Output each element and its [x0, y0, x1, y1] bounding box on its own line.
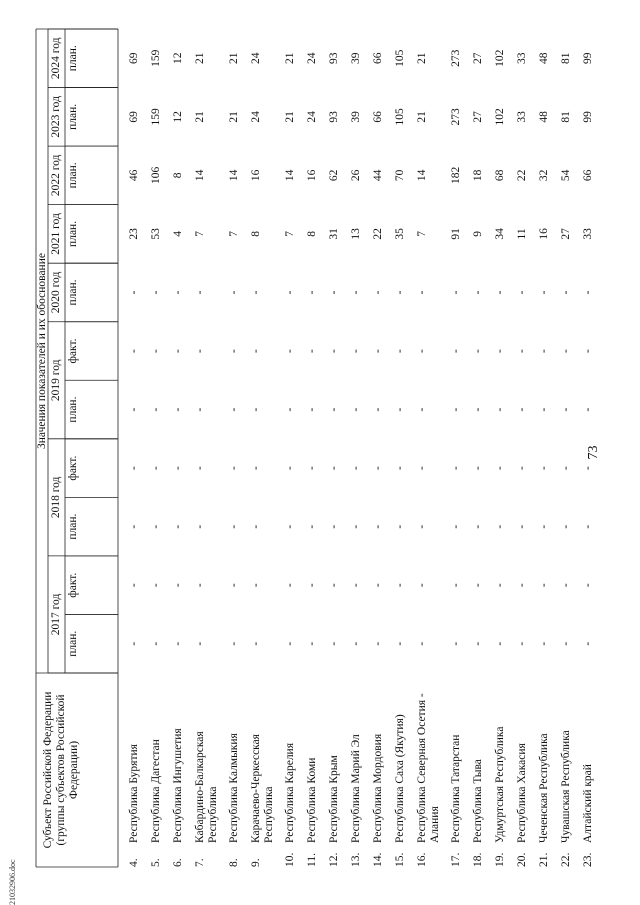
cell-value: 105	[394, 108, 406, 126]
row-subject-name: Республика Северная Осетия - Алания	[416, 693, 441, 843]
cell-value: 273	[450, 49, 462, 67]
cell-dash: -	[538, 583, 550, 588]
cell-value: 14	[284, 169, 296, 182]
row-number: 19.	[494, 852, 506, 867]
row-subject-name: Республика Ингушетия	[172, 728, 184, 843]
year-header: 2021 год	[50, 213, 62, 255]
cell-value: 22	[516, 169, 528, 182]
cell-value: 39	[350, 111, 362, 123]
cell-dash: -	[472, 290, 484, 295]
cell-dash: -	[450, 290, 462, 295]
cell-value: 16	[538, 228, 550, 240]
cell-dash: -	[328, 349, 340, 353]
row-subject-name: Чеченская Республика	[538, 733, 550, 843]
plan-subheader: план.	[67, 630, 79, 657]
cell-dash: -	[194, 290, 206, 295]
cell-dash: -	[150, 349, 162, 353]
cell-dash: -	[150, 524, 162, 529]
cell-value: 33	[516, 111, 528, 123]
row-subject-name: Республика Бурятия	[128, 744, 140, 843]
cell-value: 66	[372, 52, 384, 65]
cell-value: 62	[328, 169, 340, 182]
cell-dash: -	[284, 524, 296, 529]
year-header: 2017 год	[50, 593, 62, 636]
cell-dash: -	[350, 641, 362, 646]
cell-dash: -	[228, 290, 240, 295]
cell-dash: -	[172, 466, 184, 471]
year-header: 2024 год	[50, 37, 62, 80]
cell-dash: -	[228, 407, 240, 412]
cell-value: 21	[228, 111, 240, 123]
cell-dash: -	[350, 407, 362, 412]
cell-dash: -	[538, 524, 550, 529]
cell-value: 24	[250, 111, 262, 123]
row-number: 22.	[560, 852, 572, 867]
cell-dash: -	[416, 349, 428, 353]
cell-dash: -	[516, 407, 528, 412]
cell-dash: -	[472, 524, 484, 529]
cell-dash: -	[494, 583, 506, 588]
cell-dash: -	[516, 290, 528, 295]
cell-dash: -	[150, 407, 162, 412]
cell-value: 11	[516, 228, 528, 240]
row-number: 7.	[194, 858, 206, 867]
cell-dash: -	[372, 524, 384, 529]
cell-dash: -	[306, 583, 318, 588]
fact-subheader: факт.	[67, 338, 79, 364]
cell-dash: -	[394, 290, 406, 295]
cell-dash: -	[350, 466, 362, 471]
cell-dash: -	[538, 290, 550, 295]
cell-dash: -	[560, 349, 572, 353]
cell-dash: -	[516, 524, 528, 529]
cell-value: 35	[394, 228, 406, 240]
cell-dash: -	[128, 583, 140, 588]
page-number: 73	[586, 445, 601, 460]
subject-column-header: Субъект Российской Федерации (группы субъектов Российской Федерации)	[42, 691, 80, 849]
cell-dash: -	[172, 583, 184, 588]
cell-value: 48	[538, 111, 550, 123]
plan-subheader: план.	[67, 103, 79, 130]
year-header: 2020 год	[50, 271, 62, 314]
cell-value: 54	[560, 169, 572, 182]
row-subject-name: Карачаево-Черкесская Республика	[250, 734, 275, 843]
cell-value: 159	[150, 108, 162, 126]
cell-value: 7	[416, 231, 428, 237]
cell-dash: -	[372, 349, 384, 353]
cell-dash: -	[228, 349, 240, 353]
cell-value: 23	[128, 228, 140, 240]
cell-dash: -	[516, 583, 528, 588]
cell-dash: -	[450, 349, 462, 353]
cell-dash: -	[394, 524, 406, 529]
cell-dash: -	[582, 349, 594, 353]
cell-value: 182	[450, 166, 462, 184]
cell-dash: -	[250, 349, 262, 353]
year-header: 2018 год	[50, 476, 62, 519]
plan-subheader: план.	[67, 162, 79, 189]
cell-value: 53	[150, 228, 162, 240]
cell-value: 8	[250, 231, 262, 237]
cell-dash: -	[284, 466, 296, 471]
cell-dash: -	[416, 290, 428, 295]
row-subject-name: Республика Мордовия	[372, 733, 384, 843]
cell-value: 21	[194, 111, 206, 123]
cell-dash: -	[560, 407, 572, 412]
cell-dash: -	[494, 466, 506, 471]
plan-subheader: план.	[67, 45, 79, 72]
cell-dash: -	[350, 583, 362, 588]
cell-value: 39	[350, 52, 362, 65]
cell-dash: -	[228, 466, 240, 471]
cell-value: 102	[494, 49, 506, 67]
cell-value: 21	[284, 111, 296, 123]
cell-dash: -	[194, 407, 206, 412]
cell-value: 273	[450, 108, 462, 126]
cell-dash: -	[328, 524, 340, 529]
cell-value: 66	[582, 169, 594, 182]
row-subject-name: Республика Марий Эл	[350, 734, 362, 843]
cell-value: 69	[128, 52, 140, 65]
row-subject-name: Республика Хакасия	[516, 743, 528, 843]
cell-value: 81	[560, 52, 572, 65]
cell-dash: -	[250, 466, 262, 471]
cell-dash: -	[372, 641, 384, 646]
cell-value: 18	[472, 169, 484, 182]
cell-dash: -	[582, 583, 594, 588]
cell-value: 8	[306, 231, 318, 237]
cell-value: 21	[228, 52, 240, 65]
cell-dash: -	[416, 407, 428, 412]
cell-dash: -	[250, 407, 262, 412]
cell-value: 93	[328, 52, 340, 65]
cell-value: 31	[328, 228, 340, 240]
cell-value: 7	[228, 231, 240, 237]
cell-dash: -	[582, 466, 594, 471]
cell-dash: -	[372, 407, 384, 412]
cell-dash: -	[306, 641, 318, 646]
cell-dash: -	[538, 349, 550, 353]
cell-dash: -	[494, 524, 506, 529]
cell-dash: -	[472, 641, 484, 646]
cell-value: 105	[394, 49, 406, 67]
cell-dash: -	[516, 349, 528, 353]
cell-dash: -	[560, 524, 572, 529]
cell-dash: -	[250, 524, 262, 529]
cell-value: 93	[328, 111, 340, 123]
year-header: 2022 год	[50, 154, 62, 197]
cell-dash: -	[538, 407, 550, 412]
cell-dash: -	[172, 407, 184, 412]
cell-dash: -	[172, 290, 184, 295]
cell-value: 34	[494, 228, 506, 240]
cell-value: 27	[560, 228, 572, 240]
row-subject-name: Республика Крым	[328, 755, 340, 843]
row-number: 15.	[394, 852, 406, 867]
row-number: 10.	[284, 852, 296, 867]
cell-value: 91	[450, 228, 462, 240]
cell-dash: -	[128, 641, 140, 646]
row-number: 18.	[472, 852, 484, 867]
cell-value: 99	[582, 52, 594, 65]
cell-dash: -	[472, 583, 484, 588]
row-number: 8.	[228, 858, 240, 867]
row-number: 4.	[128, 858, 140, 867]
cell-value: 21	[194, 52, 206, 65]
row-subject-name: Республика Калмыкия	[228, 733, 240, 843]
cell-dash: -	[372, 583, 384, 588]
cell-value: 48	[538, 52, 550, 65]
cell-dash: -	[582, 290, 594, 295]
cell-dash: -	[306, 290, 318, 295]
cell-value: 21	[284, 52, 296, 65]
cell-dash: -	[394, 641, 406, 646]
cell-dash: -	[560, 583, 572, 588]
cell-value: 27	[472, 52, 484, 65]
cell-dash: -	[284, 583, 296, 588]
cell-dash: -	[394, 466, 406, 471]
cell-value: 24	[306, 111, 318, 123]
cell-value: 102	[494, 108, 506, 126]
cell-dash: -	[328, 583, 340, 588]
cell-dash: -	[150, 466, 162, 471]
cell-dash: -	[328, 407, 340, 412]
cell-value: 33	[582, 228, 594, 240]
cell-value: 14	[416, 169, 428, 182]
cell-value: 33	[516, 52, 528, 65]
cell-dash: -	[306, 407, 318, 412]
row-subject-name: Республика Коми	[306, 757, 318, 843]
cell-dash: -	[494, 407, 506, 412]
cell-value: 7	[194, 231, 206, 237]
cell-dash: -	[494, 641, 506, 646]
cell-dash: -	[228, 583, 240, 588]
cell-value: 16	[250, 169, 262, 182]
cell-dash: -	[472, 407, 484, 412]
row-subject-name: Республика Тыва	[472, 759, 484, 843]
cell-value: 12	[172, 52, 184, 65]
year-header: 2019 год	[50, 359, 62, 402]
cell-dash: -	[450, 524, 462, 529]
cell-value: 8	[172, 172, 184, 179]
cell-value: 99	[582, 111, 594, 123]
cell-dash: -	[328, 290, 340, 295]
cell-dash: -	[560, 290, 572, 295]
year-header: 2023 год	[50, 96, 62, 138]
row-subject-name: Чувашская Республика	[560, 730, 572, 843]
cell-value: 21	[416, 52, 428, 65]
cell-dash: -	[416, 524, 428, 529]
cell-value: 24	[250, 52, 262, 65]
cell-dash: -	[194, 466, 206, 471]
cell-value: 32	[538, 169, 550, 182]
cell-dash: -	[350, 349, 362, 353]
cell-dash: -	[494, 290, 506, 295]
cell-value: 26	[350, 169, 362, 182]
cell-value: 159	[150, 49, 162, 67]
cell-dash: -	[284, 641, 296, 646]
row-number: 17.	[450, 852, 462, 867]
cell-value: 13	[350, 228, 362, 240]
cell-dash: -	[450, 641, 462, 646]
cell-dash: -	[128, 349, 140, 353]
cell-dash: -	[228, 641, 240, 646]
cell-dash: -	[582, 641, 594, 646]
cell-dash: -	[582, 524, 594, 529]
cell-dash: -	[450, 466, 462, 471]
row-number: 12.	[328, 852, 340, 867]
cell-dash: -	[560, 641, 572, 646]
cell-dash: -	[328, 641, 340, 646]
row-subject-name: Алтайский край	[582, 764, 594, 843]
cell-dash: -	[194, 583, 206, 588]
plan-subheader: план.	[67, 220, 79, 247]
cell-dash: -	[172, 524, 184, 529]
cell-value: 14	[194, 169, 206, 182]
cell-dash: -	[472, 466, 484, 471]
row-number: 11.	[306, 853, 318, 867]
cell-dash: -	[538, 466, 550, 471]
cell-dash: -	[306, 349, 318, 353]
cell-dash: -	[250, 583, 262, 588]
row-subject-name: Кабардино-Балкарская Республика	[194, 731, 219, 843]
cell-value: 66	[372, 111, 384, 123]
cell-dash: -	[394, 407, 406, 412]
cell-dash: -	[372, 466, 384, 471]
cell-value: 7	[284, 231, 296, 237]
cell-value: 14	[228, 169, 240, 182]
cell-dash: -	[172, 349, 184, 353]
row-subject-name: Удмуртская Республика	[494, 726, 506, 843]
row-number: 23.	[582, 852, 594, 867]
cell-dash: -	[394, 349, 406, 353]
cell-value: 16	[306, 169, 318, 182]
cell-dash: -	[128, 407, 140, 412]
cell-dash: -	[172, 641, 184, 646]
cell-dash: -	[194, 524, 206, 529]
cell-value: 46	[128, 169, 140, 182]
cell-dash: -	[284, 349, 296, 353]
cell-dash: -	[516, 466, 528, 471]
cell-dash: -	[128, 524, 140, 529]
values-group-header: Значения показателей и их обоснование	[36, 253, 48, 449]
cell-dash: -	[128, 466, 140, 471]
row-number: 13.	[350, 852, 362, 867]
cell-dash: -	[284, 290, 296, 295]
cell-dash: -	[350, 524, 362, 529]
cell-dash: -	[306, 466, 318, 471]
cell-dash: -	[538, 641, 550, 646]
cell-value: 69	[128, 111, 140, 123]
cell-dash: -	[228, 524, 240, 529]
cell-dash: -	[372, 290, 384, 295]
plan-subheader: план.	[67, 396, 79, 423]
cell-dash: -	[194, 349, 206, 353]
cell-dash: -	[450, 407, 462, 412]
cell-value: 9	[472, 231, 484, 237]
cell-value: 81	[560, 111, 572, 123]
row-number: 5.	[150, 858, 162, 867]
plan-subheader: план.	[67, 513, 79, 540]
cell-dash: -	[472, 349, 484, 353]
cell-dash: -	[416, 641, 428, 646]
cell-dash: -	[416, 583, 428, 588]
cell-dash: -	[150, 583, 162, 588]
cell-dash: -	[560, 466, 572, 471]
row-subject-name: Республика Дагестан	[150, 739, 162, 843]
cell-dash: -	[284, 407, 296, 412]
cell-dash: -	[394, 583, 406, 588]
cell-dash: -	[306, 524, 318, 529]
cell-dash: -	[516, 641, 528, 646]
cell-dash: -	[350, 290, 362, 295]
row-number: 16.	[416, 852, 428, 867]
cell-value: 21	[416, 111, 428, 123]
fact-subheader: факт.	[67, 572, 79, 598]
cell-dash: -	[128, 290, 140, 295]
cell-dash: -	[416, 466, 428, 471]
cell-dash: -	[250, 641, 262, 646]
cell-value: 27	[472, 111, 484, 123]
footer-filename: 21032906.doc	[8, 859, 17, 905]
cell-value: 68	[494, 169, 506, 182]
cell-dash: -	[582, 407, 594, 412]
cell-dash: -	[150, 641, 162, 646]
plan-subheader: план.	[67, 279, 79, 306]
cell-value: 22	[372, 228, 384, 240]
cell-value: 106	[150, 166, 162, 184]
cell-value: 24	[306, 52, 318, 65]
row-subject-name: Республика Саха (Якутия)	[394, 714, 406, 843]
row-subject-name: Республика Татарстан	[450, 734, 462, 843]
cell-dash: -	[328, 466, 340, 471]
cell-dash: -	[194, 641, 206, 646]
cell-value: 4	[172, 231, 184, 237]
row-number: 20.	[516, 852, 528, 867]
cell-value: 44	[372, 169, 384, 182]
cell-dash: -	[450, 583, 462, 588]
row-number: 6.	[172, 858, 184, 867]
cell-value: 12	[172, 111, 184, 123]
row-number: 14.	[372, 852, 384, 867]
cell-dash: -	[494, 349, 506, 353]
cell-value: 70	[394, 169, 406, 182]
row-number: 9.	[250, 858, 262, 867]
row-subject-name: Республика Карелия	[284, 742, 296, 843]
cell-dash: -	[250, 290, 262, 295]
row-number: 21.	[538, 852, 550, 867]
fact-subheader: факт.	[67, 455, 79, 481]
cell-dash: -	[150, 290, 162, 295]
